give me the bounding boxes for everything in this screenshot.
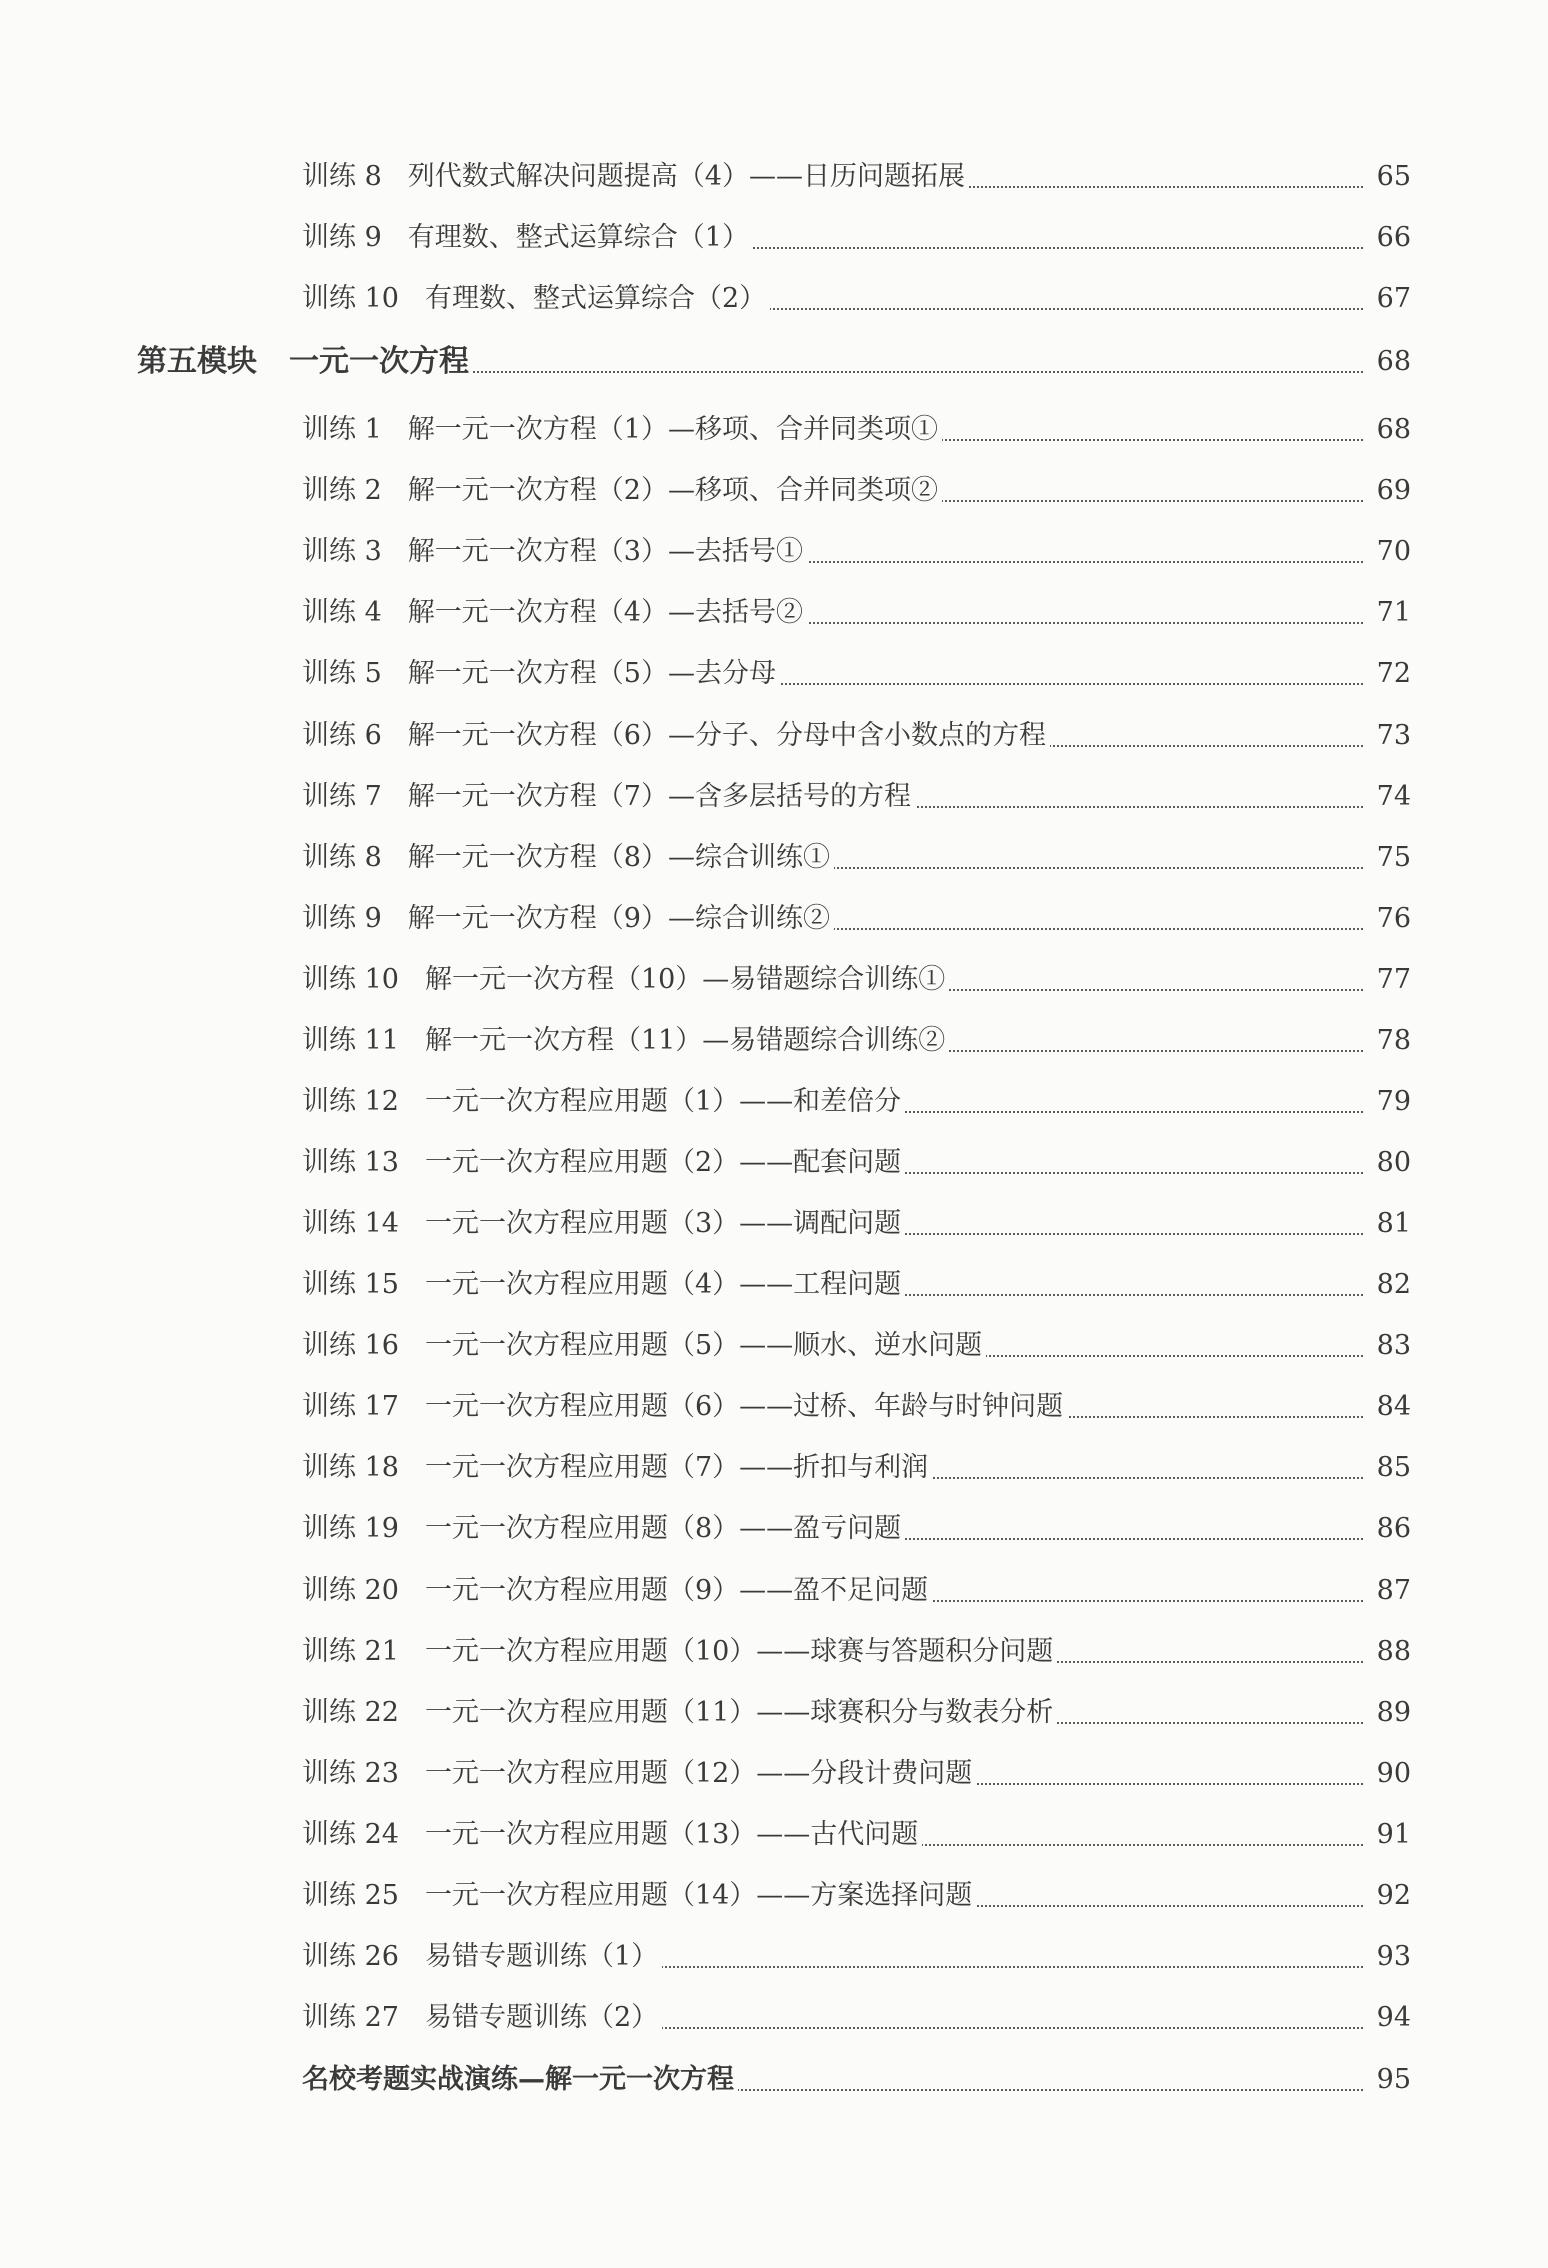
toc-page-number: 67 bbox=[1376, 283, 1411, 314]
toc-page-number: 86 bbox=[1376, 1513, 1411, 1544]
toc-entry[interactable] bbox=[0, 277, 1548, 321]
toc-entry[interactable] bbox=[0, 591, 1548, 635]
toc-entry-title: 名校考题实战演练—解一元一次方程 bbox=[302, 2064, 734, 2095]
toc-entry-number: 训练 27 bbox=[302, 2002, 399, 2033]
toc-entry[interactable] bbox=[0, 1385, 1548, 1429]
toc-entry-label bbox=[137, 340, 473, 384]
toc-entry-label bbox=[302, 1691, 1057, 1735]
toc-entry[interactable] bbox=[0, 1019, 1548, 1063]
toc-entry-title: 解一元一次方程（5）—去分母 bbox=[407, 658, 776, 689]
toc-entry-title: 一元一次方程应用题（7）——折扣与利润 bbox=[424, 1452, 929, 1483]
toc-entry-title: 一元一次方程应用题（4）——工程问题 bbox=[424, 1269, 902, 1300]
toc-entry-number: 训练 6 bbox=[302, 720, 382, 751]
toc-entry[interactable] bbox=[0, 775, 1548, 819]
toc-entry-number: 训练 10 bbox=[302, 964, 399, 995]
toc-entry-number: 训练 26 bbox=[302, 1941, 399, 1972]
toc-page-number: 89 bbox=[1376, 1697, 1411, 1728]
toc-entry-number: 训练 17 bbox=[302, 1391, 399, 1422]
toc-entry-number: 训练 10 bbox=[302, 283, 399, 314]
toc-entry-number: 训练 21 bbox=[302, 1636, 399, 1667]
toc-entry[interactable] bbox=[0, 1691, 1548, 1735]
toc-entry[interactable] bbox=[0, 469, 1548, 513]
toc-page-number: 68 bbox=[1376, 414, 1411, 445]
toc-entry-number: 训练 12 bbox=[302, 1086, 399, 1117]
toc-entry-label bbox=[302, 836, 834, 880]
toc-entry-label bbox=[302, 1507, 905, 1551]
toc-entry-number: 第五模块 bbox=[137, 344, 257, 379]
toc-entry[interactable] bbox=[0, 1874, 1548, 1918]
toc-entry-label bbox=[302, 1630, 1057, 1674]
toc-entry-number: 训练 2 bbox=[302, 475, 382, 506]
toc-entry-number: 训练 16 bbox=[302, 1330, 399, 1361]
toc-entry-label bbox=[302, 652, 780, 696]
toc-entry-number: 训练 3 bbox=[302, 536, 382, 567]
toc-entry-number: 训练 15 bbox=[302, 1269, 399, 1300]
toc-page-number: 88 bbox=[1376, 1636, 1411, 1667]
toc-entry[interactable] bbox=[0, 530, 1548, 574]
toc-entry-number: 训练 8 bbox=[302, 161, 382, 192]
toc-entry-title: 一元一次方程应用题（11）——球赛积分与数表分析 bbox=[424, 1697, 1054, 1728]
toc-entry-number: 训练 7 bbox=[302, 781, 382, 812]
toc-page-number: 82 bbox=[1376, 1269, 1411, 1300]
toc-entry-number: 训练 8 bbox=[302, 842, 382, 873]
toc-page-number: 71 bbox=[1376, 597, 1411, 628]
toc-entry-number: 训练 24 bbox=[302, 1819, 399, 1850]
toc-entry-label bbox=[302, 958, 949, 1002]
toc-entry-title: 列代数式解决问题提高（4）——日历问题拓展 bbox=[407, 161, 965, 192]
toc-entry-number: 训练 13 bbox=[302, 1147, 399, 1178]
toc-entry-label bbox=[302, 1569, 932, 1613]
toc-entry[interactable] bbox=[0, 1752, 1548, 1796]
toc-entry-label bbox=[302, 155, 969, 199]
toc-entry-number: 训练 11 bbox=[302, 1025, 399, 1056]
toc-entry[interactable] bbox=[0, 1569, 1548, 1613]
toc-entry[interactable] bbox=[0, 1141, 1548, 1185]
toc-page-number: 68 bbox=[1376, 346, 1411, 377]
toc-entry-title: 一元一次方程应用题（5）——顺水、逆水问题 bbox=[424, 1330, 983, 1361]
toc-entry-title: 一元一次方程应用题（1）——和差倍分 bbox=[424, 1086, 902, 1117]
toc-entry-title: 一元一次方程 bbox=[289, 344, 469, 379]
toc-entry[interactable] bbox=[0, 1813, 1548, 1857]
toc-entry-title: 解一元一次方程（1）—移项、合并同类项① bbox=[407, 414, 938, 445]
toc-entry-title: 有理数、整式运算综合（2） bbox=[424, 283, 767, 314]
toc-page-number: 76 bbox=[1376, 903, 1411, 934]
toc-entry[interactable] bbox=[0, 216, 1548, 260]
toc-entry-title: 一元一次方程应用题（10）——球赛与答题积分问题 bbox=[424, 1636, 1054, 1667]
toc-page-number: 81 bbox=[1376, 1208, 1411, 1239]
toc-entry[interactable] bbox=[0, 1080, 1548, 1124]
toc-entry-number: 训练 1 bbox=[302, 414, 382, 445]
toc-entry-title: 解一元一次方程（3）—去括号① bbox=[407, 536, 803, 567]
toc-entry-number: 训练 9 bbox=[302, 903, 382, 934]
toc-page-number: 78 bbox=[1376, 1025, 1411, 1056]
toc-entry-label bbox=[302, 469, 942, 513]
toc-entry[interactable] bbox=[0, 1630, 1548, 1674]
toc-page-number: 77 bbox=[1376, 964, 1411, 995]
toc-entry-label bbox=[302, 714, 1050, 758]
toc-page-number: 80 bbox=[1376, 1147, 1411, 1178]
toc-entry-title: 一元一次方程应用题（8）——盈亏问题 bbox=[424, 1513, 902, 1544]
toc-entry-label bbox=[302, 408, 942, 452]
toc-page-number: 65 bbox=[1376, 161, 1411, 192]
toc-page-number: 84 bbox=[1376, 1391, 1411, 1422]
toc-entry-number: 训练 25 bbox=[302, 1880, 399, 1911]
toc-entry-number: 训练 9 bbox=[302, 222, 382, 253]
toc-page-number: 95 bbox=[1376, 2064, 1411, 2095]
toc-page-number: 83 bbox=[1376, 1330, 1411, 1361]
toc-page-number: 87 bbox=[1376, 1575, 1411, 1606]
toc-entry-number: 训练 4 bbox=[302, 597, 382, 628]
toc-entry[interactable] bbox=[0, 408, 1548, 452]
toc-entry[interactable] bbox=[0, 1996, 1548, 2040]
toc-entry[interactable] bbox=[0, 958, 1548, 1002]
toc-page-number: 92 bbox=[1376, 1880, 1411, 1911]
toc-entry-label bbox=[302, 1935, 662, 1979]
toc-entry-label bbox=[302, 1019, 949, 1063]
toc-entry-title: 易错专题训练（1） bbox=[424, 1941, 659, 1972]
toc-entry-title: 解一元一次方程（2）—移项、合并同类项② bbox=[407, 475, 938, 506]
toc-entry[interactable] bbox=[0, 155, 1548, 199]
toc-entry-label bbox=[302, 1324, 986, 1368]
toc-entry-number: 训练 19 bbox=[302, 1513, 399, 1544]
toc-entry[interactable] bbox=[0, 1935, 1548, 1979]
toc-page-number: 79 bbox=[1376, 1086, 1411, 1117]
toc-entry-label bbox=[302, 1080, 905, 1124]
toc-page-number: 75 bbox=[1376, 842, 1411, 873]
toc-entry-label bbox=[302, 1874, 976, 1918]
toc-entry[interactable] bbox=[0, 1507, 1548, 1551]
toc-entry-title: 一元一次方程应用题（3）——调配问题 bbox=[424, 1208, 902, 1239]
toc-entry-title: 解一元一次方程（11）—易错题综合训练② bbox=[424, 1025, 946, 1056]
toc-entry-label bbox=[302, 1446, 932, 1490]
toc-entry[interactable] bbox=[0, 897, 1548, 941]
toc-page-number: 72 bbox=[1376, 658, 1411, 689]
toc-entry-label bbox=[302, 1141, 905, 1185]
toc-entry[interactable] bbox=[0, 652, 1548, 696]
toc-module-heading[interactable] bbox=[0, 340, 1548, 384]
toc-entry-label bbox=[302, 1996, 662, 2040]
toc-entry[interactable] bbox=[0, 1446, 1548, 1490]
toc-entry[interactable] bbox=[0, 2058, 1548, 2102]
toc-entry-label bbox=[302, 2058, 738, 2102]
toc-entry-label bbox=[302, 1202, 905, 1246]
toc-page-number: 74 bbox=[1376, 781, 1411, 812]
toc-entry-label bbox=[302, 591, 807, 635]
toc-entry-number: 训练 18 bbox=[302, 1452, 399, 1483]
toc-entry-title: 解一元一次方程（7）—含多层括号的方程 bbox=[407, 781, 911, 812]
toc-page-number: 85 bbox=[1376, 1452, 1411, 1483]
toc-entry-label bbox=[302, 775, 915, 819]
toc-entry-title: 解一元一次方程（9）—综合训练② bbox=[407, 903, 830, 934]
toc-entry-title: 解一元一次方程（4）—去括号② bbox=[407, 597, 803, 628]
toc-page-number: 73 bbox=[1376, 720, 1411, 751]
toc-entry-title: 一元一次方程应用题（9）——盈不足问题 bbox=[424, 1575, 929, 1606]
toc-entry-title: 有理数、整式运算综合（1） bbox=[407, 222, 749, 253]
toc-entry-label bbox=[302, 897, 834, 941]
toc-entry-number: 训练 5 bbox=[302, 658, 382, 689]
toc-entry-title: 一元一次方程应用题（12）——分段计费问题 bbox=[424, 1758, 973, 1789]
toc-entry-title: 解一元一次方程（10）—易错题综合训练① bbox=[424, 964, 946, 995]
toc-entry-label bbox=[302, 1263, 905, 1307]
toc-page-number: 94 bbox=[1376, 2002, 1411, 2033]
toc-page-number: 93 bbox=[1376, 1941, 1411, 1972]
toc-entry-number: 训练 14 bbox=[302, 1208, 399, 1239]
toc-page-number: 66 bbox=[1376, 222, 1411, 253]
toc-entry[interactable] bbox=[0, 714, 1548, 758]
toc-entry[interactable] bbox=[0, 1324, 1548, 1368]
toc-entry-label bbox=[302, 530, 807, 574]
toc-entry-label bbox=[302, 277, 770, 321]
toc-entry-label bbox=[302, 216, 753, 260]
toc-page-number: 91 bbox=[1376, 1819, 1411, 1850]
toc-entry-title: 一元一次方程应用题（2）——配套问题 bbox=[424, 1147, 902, 1178]
toc-entry-title: 一元一次方程应用题（14）——方案选择问题 bbox=[424, 1880, 973, 1911]
toc-entry[interactable] bbox=[0, 1202, 1548, 1246]
toc-entry-label bbox=[302, 1752, 976, 1796]
toc-entry-number: 训练 23 bbox=[302, 1758, 399, 1789]
toc-entry[interactable] bbox=[0, 1263, 1548, 1307]
toc-entry-title: 易错专题训练（2） bbox=[424, 2002, 659, 2033]
toc-page-number: 69 bbox=[1376, 475, 1411, 506]
toc-entry-title: 一元一次方程应用题（13）——古代问题 bbox=[424, 1819, 919, 1850]
toc-entry[interactable] bbox=[0, 836, 1548, 880]
toc-page-number: 70 bbox=[1376, 536, 1411, 567]
toc-entry-number: 训练 22 bbox=[302, 1697, 399, 1728]
toc-entry-label bbox=[302, 1385, 1067, 1429]
toc-page-number: 90 bbox=[1376, 1758, 1411, 1789]
toc-entry-title: 解一元一次方程（8）—综合训练① bbox=[407, 842, 830, 873]
toc-entry-title: 解一元一次方程（6）—分子、分母中含小数点的方程 bbox=[407, 720, 1046, 751]
toc-entry-number: 训练 20 bbox=[302, 1575, 399, 1606]
toc-entry-label bbox=[302, 1813, 922, 1857]
toc-entry-title: 一元一次方程应用题（6）——过桥、年龄与时钟问题 bbox=[424, 1391, 1064, 1422]
